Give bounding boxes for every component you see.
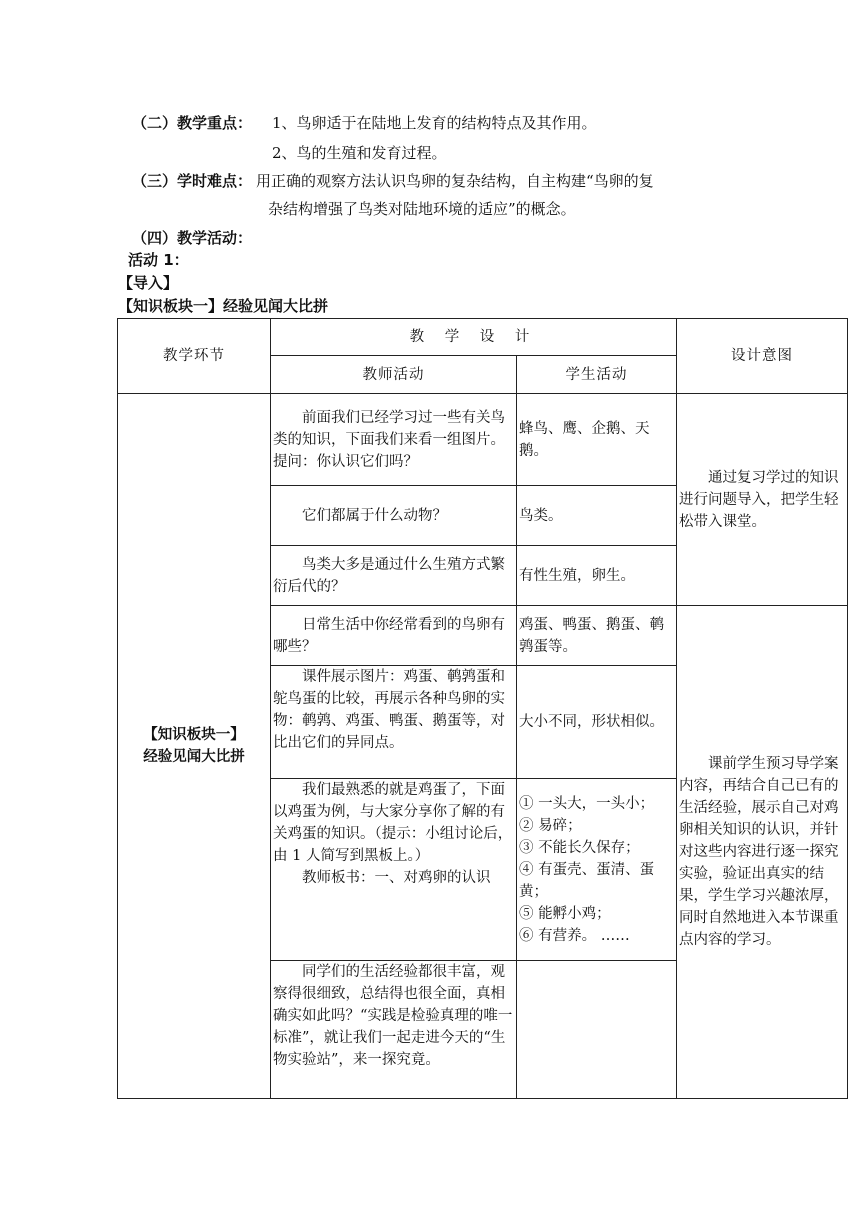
focus-item-2: 2、鸟的生殖和发育过程。	[272, 144, 447, 162]
student-cell: 有性生殖，卵生。	[517, 546, 677, 606]
student-list-item: ③ 不能长久保存；	[519, 839, 640, 856]
difficulty-line-2: 杂结构增强了鸟类对陆地环境的适应”的概念。	[268, 200, 576, 218]
student-cell: 鸡蛋、鸭蛋、鹅蛋、鹌鹑蛋等。	[517, 606, 677, 666]
lead-in-heading: 【导入】	[118, 274, 179, 292]
lesson-design-table	[117, 318, 848, 1099]
teacher-cell: 鸟类大多是通过什么生殖方式繁衍后代的？	[271, 546, 517, 606]
teacher-cell: 它们都属于什么动物？	[271, 486, 517, 546]
intent-cell-2: 课前学生预习导学案内容，再结合自己已有的生活经验，展示自己对鸡卵相关知识的认识，并针对这些内容进行逐一探究实验，验证出真实的结果，学生学习兴趣浓厚，同时自然地进入本节课重点内容的学习。	[677, 606, 848, 1099]
header-design: 教 学 设 计	[271, 319, 677, 356]
header-intent: 设计意图	[677, 319, 848, 394]
student-cell: 大小不同，形状相似。	[517, 666, 677, 779]
student-list-item: ⑤ 能孵小鸡；	[519, 905, 611, 922]
teacher-cell: 前面我们已经学习过一些有关鸟类的知识，下面我们来看一组图片。提问：你认识它们吗？	[271, 394, 517, 486]
difficulty-line-1: 用正确的观察方法认识鸟卵的复杂结构，自主构建“鸟卵的复	[256, 172, 654, 190]
header-student: 学生活动	[517, 356, 677, 394]
student-list-item: ⑥ 有营养。 ……	[519, 927, 630, 944]
difficulty-label: （三）学时难点：	[132, 172, 253, 190]
student-list-item: ④ 有蛋壳、蛋清、蛋黄；	[519, 861, 655, 900]
module-line-1: 【知识板块一】	[143, 727, 245, 743]
student-cell: 鸟类。	[517, 486, 677, 546]
activity-1-label: 活动 1：	[128, 251, 189, 269]
focus-label: （二）教学重点：	[132, 114, 253, 132]
activities-label: （四）教学活动：	[132, 229, 253, 247]
module-cell	[118, 394, 271, 1099]
student-cell: 蜂鸟、鹰、企鹅、天鹅。	[517, 394, 677, 486]
student-list-item: ② 易碎；	[519, 817, 582, 834]
focus-item-1: 1、鸟卵适于在陆地上发育的结构特点及其作用。	[272, 114, 597, 132]
teacher-cell	[271, 779, 517, 961]
module-heading: 【知识板块一】经验见闻大比拼	[118, 297, 329, 315]
student-cell	[517, 961, 677, 1099]
teacher-text: 我们最熟悉的就是鸡蛋了，下面以鸡蛋为例，与大家分享你了解的有关鸡蛋的知识。（提示：小组讨论后，由 1 人简写到黑板上。）	[273, 782, 513, 864]
student-list-cell	[517, 779, 677, 961]
teacher-board-note: 教师板书：一、对鸡卵的认识	[302, 870, 491, 886]
teacher-cell: 课件展示图片：鸡蛋、鹌鹑蛋和鸵鸟蛋的比较，再展示各种鸟卵的实物：鹌鹑、鸡蛋、鸭蛋、鹅蛋等，对比出它们的异同点。	[271, 666, 517, 779]
header-stage: 教学环节	[118, 319, 271, 394]
student-list-item: ① 一头大，一头小；	[519, 795, 655, 812]
header-teacher: 教师活动	[271, 356, 517, 394]
teacher-cell: 同学们的生活经验都很丰富，观察得很细致，总结得也很全面，真相确实如此吗？“实践是检验真理的唯一标准”，就让我们一起走进今天的“生物实验站”，来一探究竟。	[271, 961, 517, 1099]
teacher-cell: 日常生活中你经常看到的鸟卵有哪些？	[271, 606, 517, 666]
intent-cell-1: 通过复习学过的知识进行问题导入，把学生轻松带入课堂。	[677, 394, 848, 606]
module-line-2: 经验见闻大比拼	[143, 749, 245, 765]
